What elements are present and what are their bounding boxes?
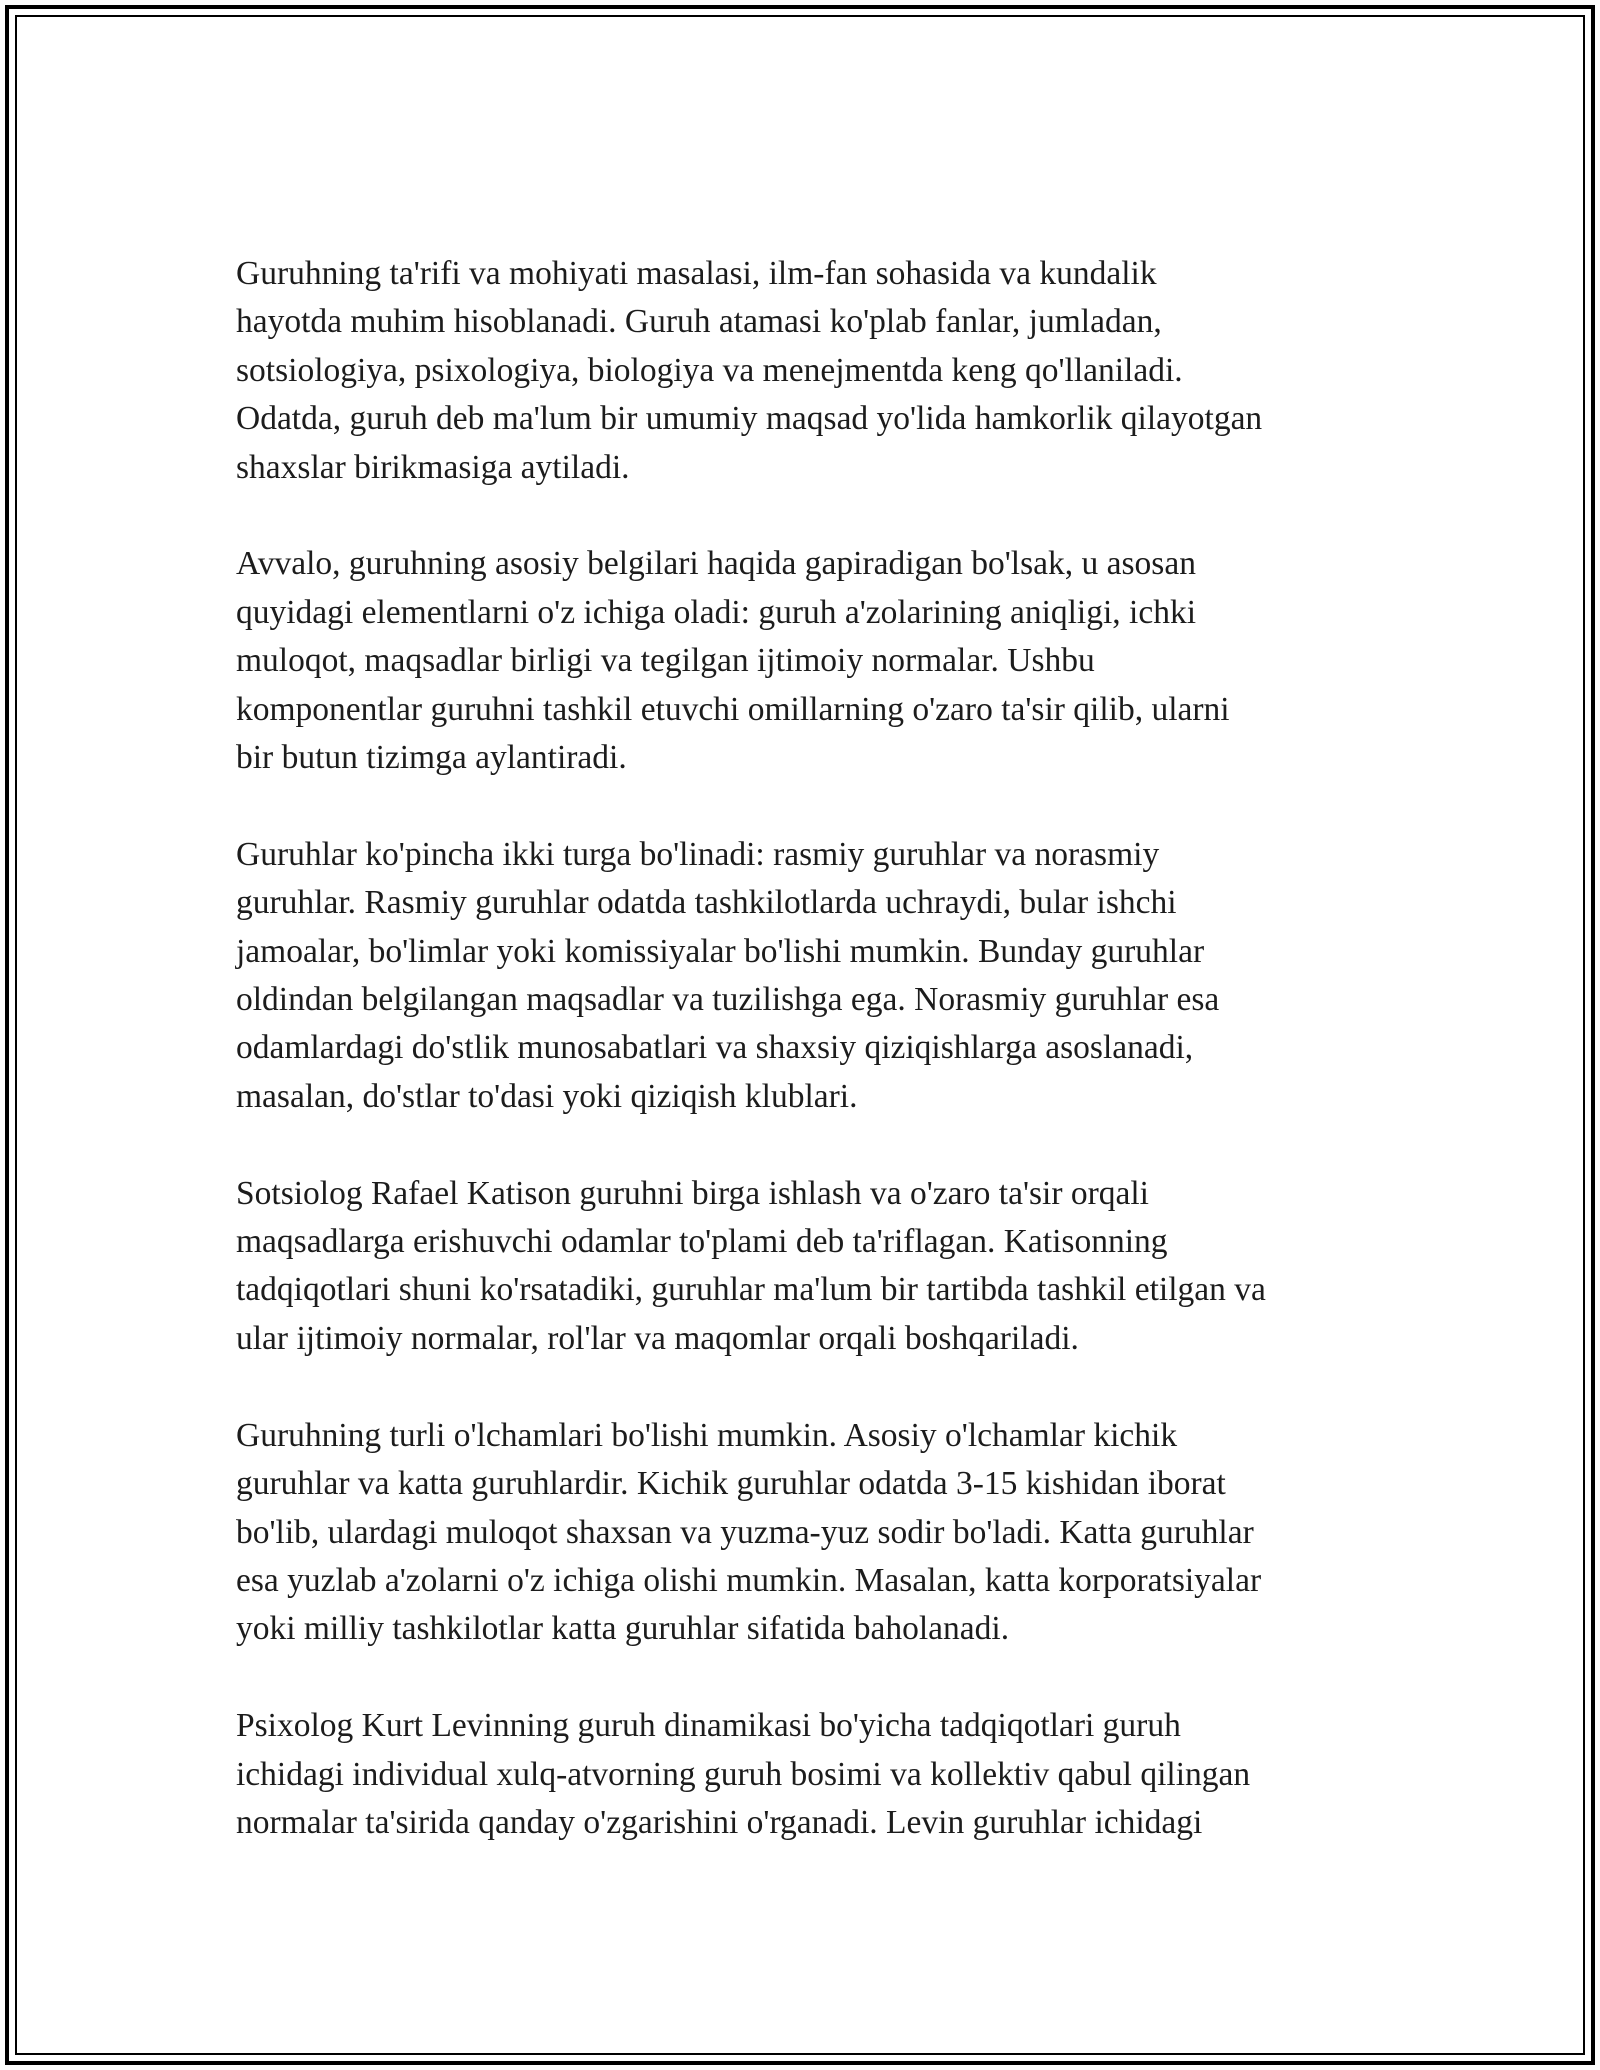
paragraph-3 xyxy=(236,831,1376,1121)
text-line: masalan, do'stlar to'dasi yoki qiziqish klublari. xyxy=(236,1077,858,1115)
text-line: hayotda muhim hisoblanadi. Guruh atamasi ko'plab fanlar, jumladan, xyxy=(236,303,1162,341)
text-line: komponentlar guruhni tashkil etuvchi omillarning o'zaro ta'sir qilib, ularni xyxy=(236,690,1230,728)
text-line: bir butun tizimga aylantiradi. xyxy=(236,739,627,777)
text-line: shaxslar birikmasiga aytiladi. xyxy=(236,448,630,486)
text-line: bo'lib, ulardagi muloqot shaxsan va yuzma-yuz sodir bo'ladi. Katta guruhlar xyxy=(236,1513,1254,1551)
text-line: muloqot, maqsadlar birligi va tegilgan ijtimoiy normalar. Ushbu xyxy=(236,642,1095,680)
text-line: sotsiologiya, psixologiya, biologiya va menejmentda keng qo'llaniladi. xyxy=(236,351,1183,389)
text-line: jamoalar, bo'limlar yoki komissiyalar bo'lishi mumkin. Bunday guruhlar xyxy=(236,932,1205,970)
text-line: Psixolog Kurt Levinning guruh dinamikasi bo'yicha tadqiqotlari guruh xyxy=(236,1707,1181,1745)
text-line: normalar ta'sirida qanday o'zgarishini o'rganadi. Levin guruhlar ichidagi xyxy=(236,1803,1203,1841)
text-line: ichidagi individual xulq-atvorning guruh bosimi va kollektiv qabul qilingan xyxy=(236,1755,1251,1793)
text-line: Odatda, guruh deb ma'lum bir umumiy maqsad yo'lida hamkorlik qilayotgan xyxy=(236,400,1263,438)
text-line: guruhlar. Rasmiy guruhlar odatda tashkilotlarda uchraydi, bular ishchi xyxy=(236,884,1177,922)
text-line: guruhlar va katta guruhlardir. Kichik guruhlar odatda 3-15 kishidan iborat xyxy=(236,1465,1226,1503)
text-line: tadqiqotlari shuni ko'rsatadiki, guruhlar ma'lum bir tartibda tashkil etilgan va xyxy=(236,1271,1266,1309)
text-line: ular ijtimoiy normalar, rol'lar va maqomlar orqali boshqariladi. xyxy=(236,1319,1079,1357)
document-body xyxy=(236,250,1376,1896)
text-line: quyidagi elementlarni o'z ichiga oladi: guruh a'zolarining aniqligi, ichki xyxy=(236,593,1197,631)
text-line: oldindan belgilangan maqsadlar va tuzilishga ega. Norasmiy guruhlar esa xyxy=(236,981,1220,1019)
paragraph-2 xyxy=(236,540,1376,782)
paragraph-5 xyxy=(236,1412,1376,1654)
text-line: Guruhning ta'rifi va mohiyati masalasi, ilm-fan sohasida va kundalik xyxy=(236,255,1157,292)
text-line: yoki milliy tashkilotlar katta guruhlar sifatida baholanadi. xyxy=(236,1610,1010,1648)
text-line: Sotsiolog Rafael Katison guruhni birga ishlash va o'zaro ta'sir orqali xyxy=(236,1174,1149,1212)
paragraph-1 xyxy=(236,250,1376,492)
text-line: Avvalo, guruhning asosiy belgilari haqida gapiradigan bo'lsak, u asosan xyxy=(236,545,1196,583)
text-line: Guruhlar ko'pincha ikki turga bo'linadi: rasmiy guruhlar va norasmiy xyxy=(236,835,1160,873)
text-line: esa yuzlab a'zolarni o'z ichiga olishi mumkin. Masalan, katta korporatsiyalar xyxy=(236,1561,1262,1599)
text-line: Guruhning turli o'lchamlari bo'lishi mumkin. Asosiy o'lchamlar kichik xyxy=(236,1416,1178,1454)
text-line: maqsadlarga erishuvchi odamlar to'plami deb ta'riflagan. Katisonning xyxy=(236,1223,1168,1261)
paragraph-6 xyxy=(236,1702,1376,1847)
paragraph-4 xyxy=(236,1170,1376,1364)
text-line: odamlardagi do'stlik munosabatlari va shaxsiy qiziqishlarga asoslanadi, xyxy=(236,1029,1194,1067)
